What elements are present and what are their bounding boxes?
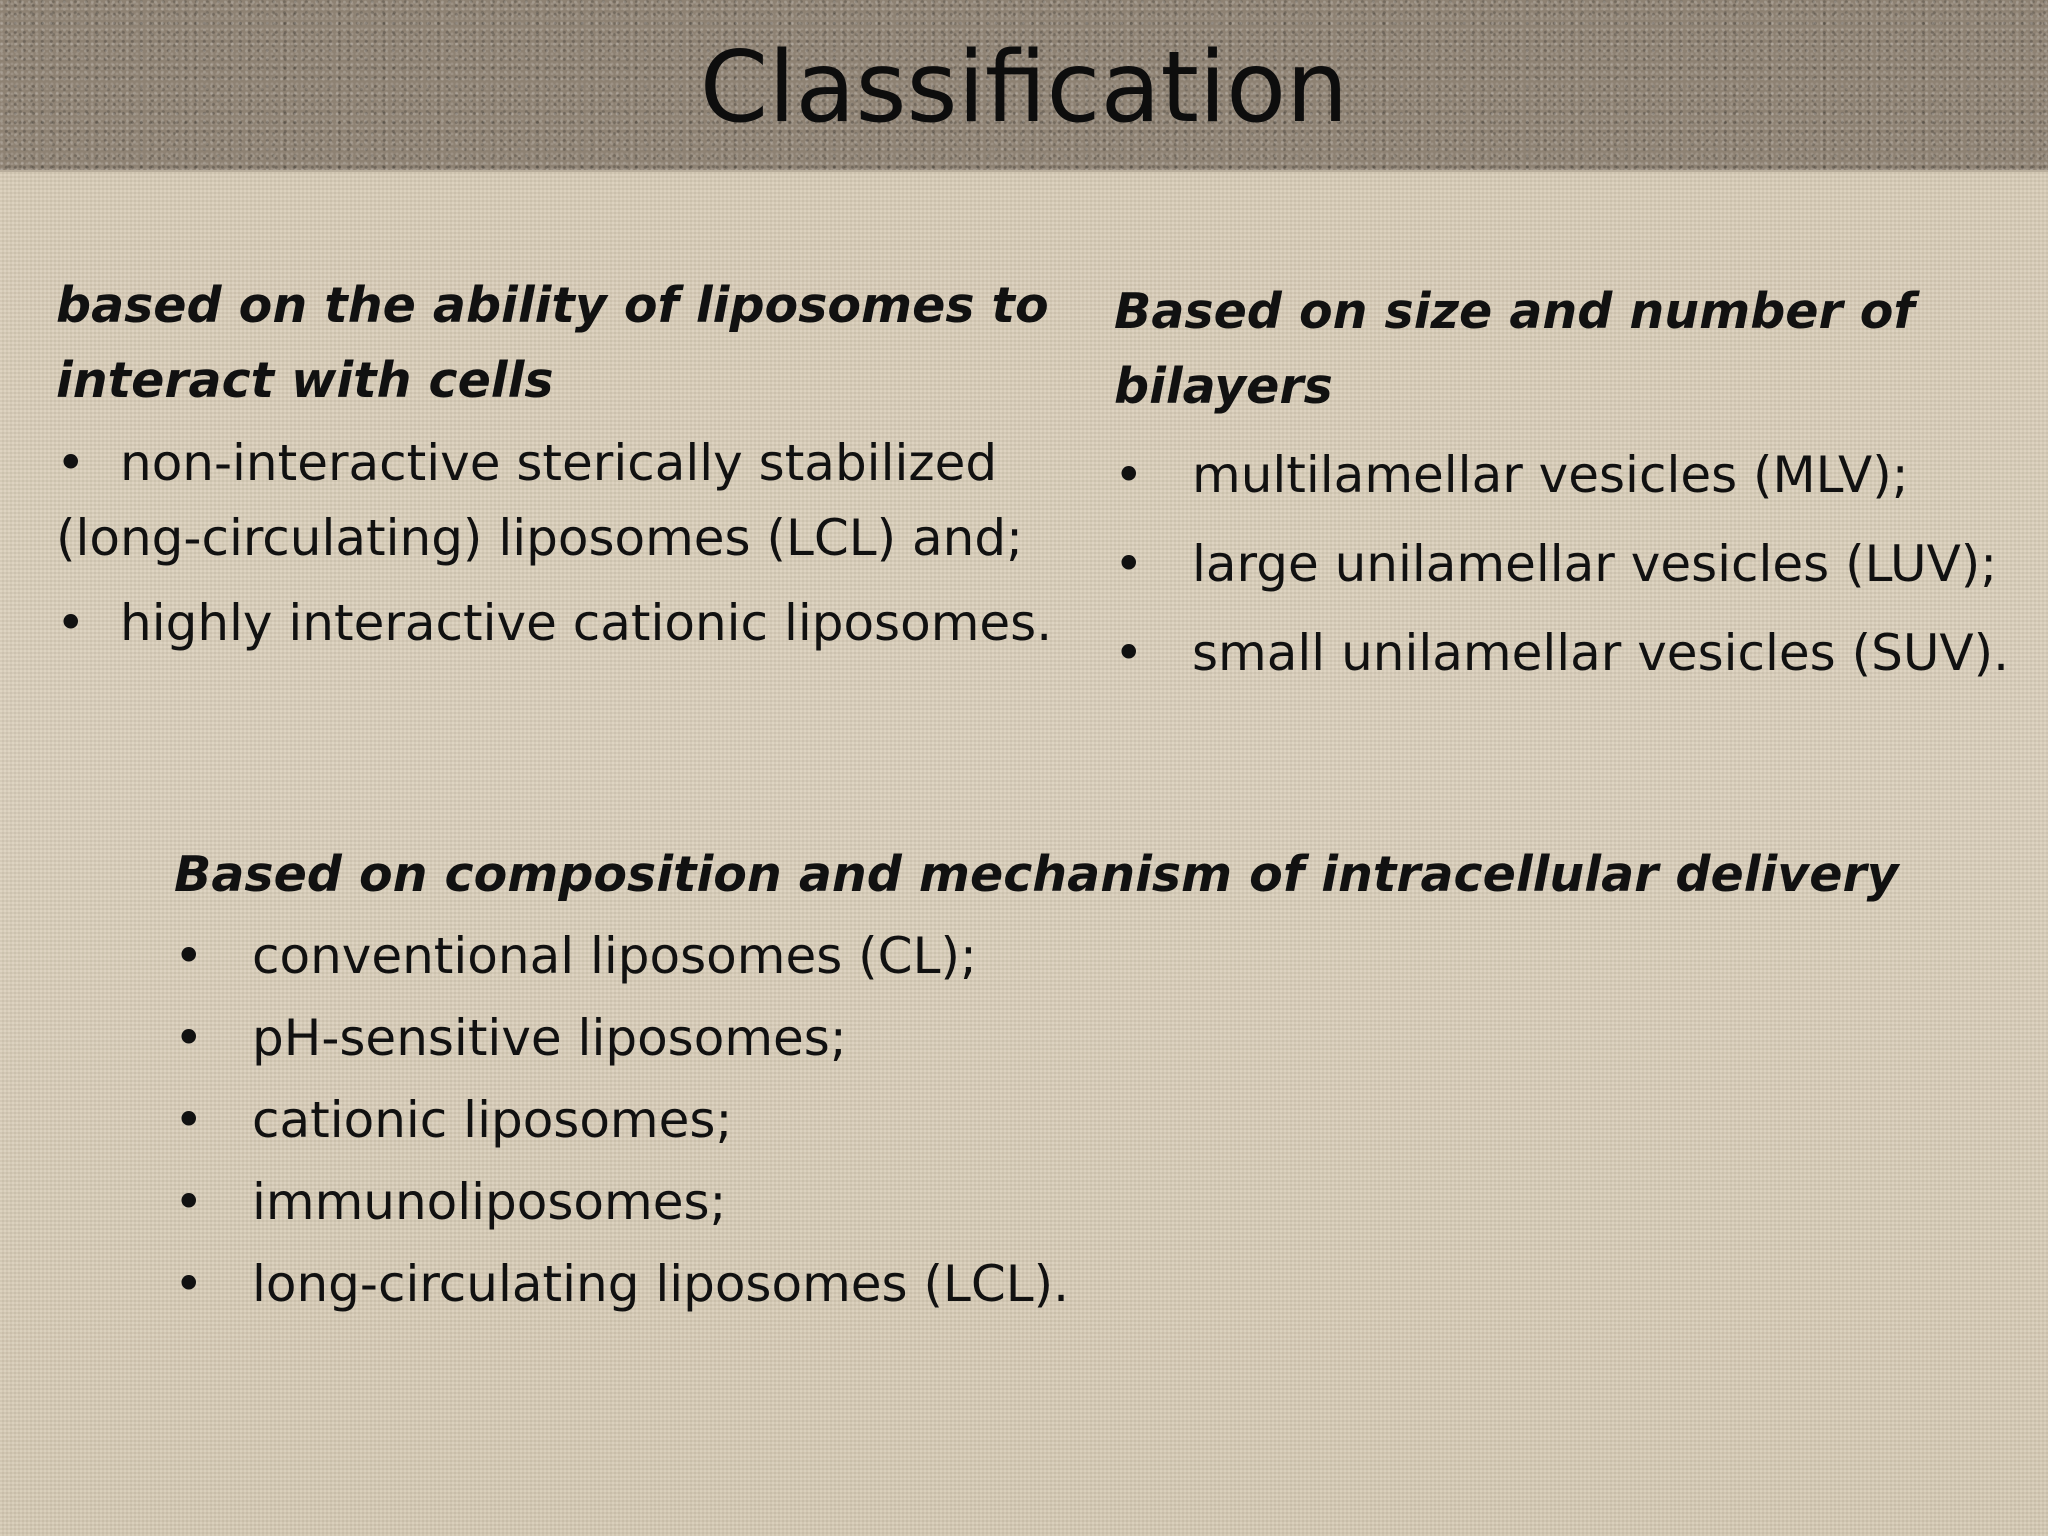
bottom-section-list [174, 922, 1974, 1318]
list-item [174, 1168, 1974, 1236]
bottom-section-heading: Based on composition and mechanism of intracellular delivery [174, 846, 1899, 903]
left-section-heading: based on the ability of liposomes to interact with cells [56, 277, 1049, 409]
right-section [1114, 274, 2034, 691]
list-item [1114, 438, 2034, 513]
bullet-icon: • [174, 1091, 204, 1149]
list-item [1114, 616, 2034, 691]
list-item-text: pH-sensitive liposomes; [252, 1009, 847, 1067]
right-section-list [1114, 438, 2034, 691]
bullet-icon: • [174, 1255, 204, 1313]
right-section-heading: Based on size and number of bilayers [1114, 283, 1915, 415]
bullet-icon: • [174, 927, 204, 985]
bullet-icon: • [1114, 535, 1144, 593]
bullet-icon: • [1114, 446, 1144, 504]
bullet-icon: • [56, 434, 86, 492]
bullet-icon: • [1114, 624, 1144, 682]
list-item [56, 586, 1066, 661]
list-item [174, 1004, 1974, 1072]
list-item-text: multilamellar vesicles (MLV); [1192, 446, 1909, 504]
title-bar [0, 0, 2048, 172]
bullet-icon: • [56, 594, 86, 652]
bottom-section [174, 842, 1974, 1318]
list-item [174, 1086, 1974, 1154]
list-item [1114, 527, 2034, 602]
list-item [174, 1250, 1974, 1318]
list-item-text: highly interactive cationic liposomes. [120, 594, 1053, 652]
list-item-text: large unilamellar vesicles (LUV); [1192, 535, 1998, 593]
list-item-text: small unilamellar vesicles (SUV). [1192, 624, 2010, 682]
list-item [56, 426, 1066, 576]
list-item-text: cationic liposomes; [252, 1091, 733, 1149]
list-item-text: immunoliposomes; [252, 1173, 727, 1231]
left-section [56, 268, 1066, 671]
bullet-icon: • [174, 1173, 204, 1231]
list-item [174, 922, 1974, 990]
list-item-text: non-interactive sterically stabilized (long-circulating) liposomes (LCL) and; [56, 434, 1023, 567]
bullet-icon: • [174, 1009, 204, 1067]
list-item-text: conventional liposomes (CL); [252, 927, 977, 985]
list-item-text: long-circulating liposomes (LCL). [252, 1255, 1070, 1313]
left-section-list [56, 426, 1066, 661]
slide-title: Classification [699, 31, 1349, 145]
